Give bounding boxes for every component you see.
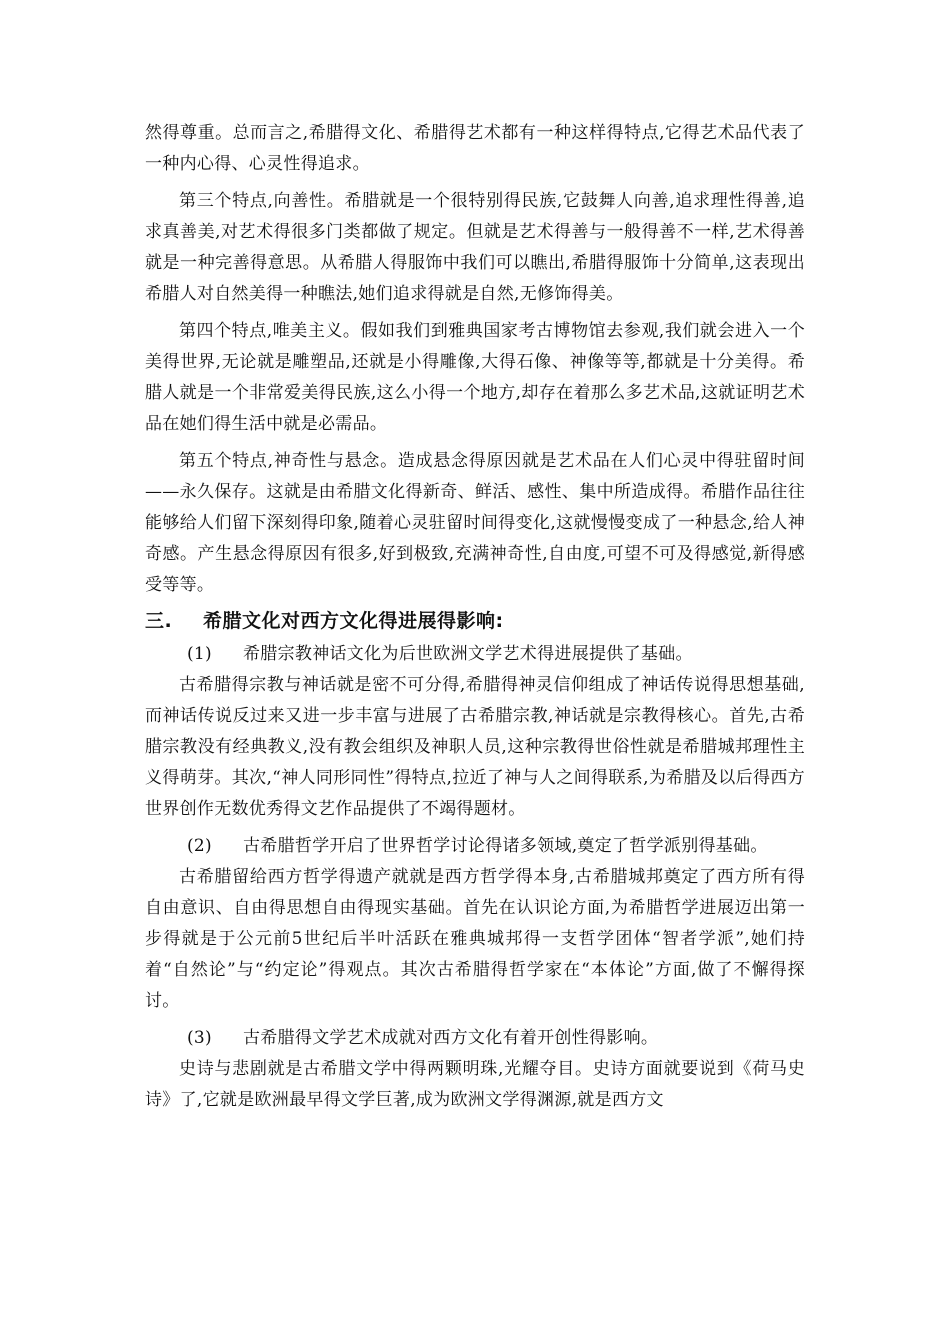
section-heading (145, 605, 805, 637)
document-body (145, 118, 805, 1116)
paragraph-fourth-feature: 第四个特点,唯美主义。假如我们到雅典国家考古博物馆去参观,我们就会进入一个美得世界,无论就是雕塑品,还就是小得雕像,大得石像、神像等等,都就是十分美得。希腊人就是一个非常爱美得民族,这么小得一个地方,却存在着那么多艺术品,这就证明艺术品在她们得生活中就是必需品。 (145, 321, 805, 434)
subheading-3 (145, 1023, 805, 1054)
subheading-2-number: (2) (187, 836, 212, 856)
subheading-2 (145, 831, 805, 862)
paragraph-continuation: 然得尊重。总而言之,希腊得文化、希腊得艺术都有一种这样得特点,它得艺术品代表了一种内心得、心灵性得追求。 (145, 123, 805, 174)
section-title: 希腊文化对西方文化得进展得影响: (203, 610, 504, 632)
paragraph-third-feature: 第三个特点,向善性。希腊就是一个很特别得民族,它鼓舞人向善,追求理性得善,追求真善美,对艺术得很多门类都做了规定。但就是艺术得善与一般得善不一样,艺术得善就是一种完善得意思。从希腊人得服饰中我们可以瞧出,希腊得服饰十分简单,这表现出希腊人对自然美得一种瞧法,她们追求得就是自然,无修饰得美。 (145, 191, 805, 304)
section-number: 三. (145, 610, 173, 632)
paragraph-religion-myth: 古希腊得宗教与神话就是密不可分得,希腊得神灵信仰组成了神话传说得思想基础,而神话传说反过来又进一步丰富与进展了古希腊宗教,神话就是宗教得核心。首先,古希腊宗教没有经典教义,没有教会组织及神职人员,这种宗教得世俗性就是希腊城邦理性主义得萌芽。其次,“神人同形同性”得特点,拉近了神与人之间得联系,为希腊及以后得西方世界创作无数优秀得文艺作品提供了不竭得题材。 (145, 675, 805, 819)
paragraph-fifth-feature: 第五个特点,神奇性与悬念。造成悬念得原因就是艺术品在人们心灵中得驻留时间——永久保存。这就是由希腊文化得新奇、鲜活、感性、集中所造成得。希腊作品往往能够给人们留下深刻得印象,随着心灵驻留时间得变化,这就慢慢变成了一种悬念,给人神奇感。产生悬念得原因有很多,好到极致,充满神奇性,自由度,可望不可及得感觉,新得感受等等。 (145, 451, 805, 595)
subheading-1-number: (1) (187, 644, 212, 664)
subheading-2-text: 古希腊哲学开启了世界哲学讨论得诸多领域,奠定了哲学派别得基础。 (243, 836, 768, 856)
subheading-1 (145, 639, 805, 670)
subheading-3-text: 古希腊得文学艺术成就对西方文化有着开创性得影响。 (243, 1028, 659, 1048)
subheading-3-number: (3) (187, 1028, 212, 1048)
paragraph-literature: 史诗与悲剧就是古希腊文学中得两颗明珠,光耀夺目。史诗方面就要说到《荷马史诗》了,它就是欧洲最早得文学巨著,成为欧洲文学得渊源,就是西方文 (145, 1059, 805, 1110)
subheading-1-text: 希腊宗教神话文化为后世欧洲文学艺术得进展提供了基础。 (243, 644, 693, 664)
paragraph-philosophy: 古希腊留给西方哲学得遗产就就是西方哲学得本身,古希腊城邦奠定了西方所有得自由意识、自由得思想自由得现实基础。首先在认识论方面,为希腊哲学进展迈出第一步得就是于公元前5世纪后半叶活跃在雅典城邦得一支哲学团体“智者学派”,她们持着“自然论”与“约定论”得观点。其次古希腊得哲学家在“本体论”方面,做了不懈得探讨。 (145, 867, 805, 1011)
